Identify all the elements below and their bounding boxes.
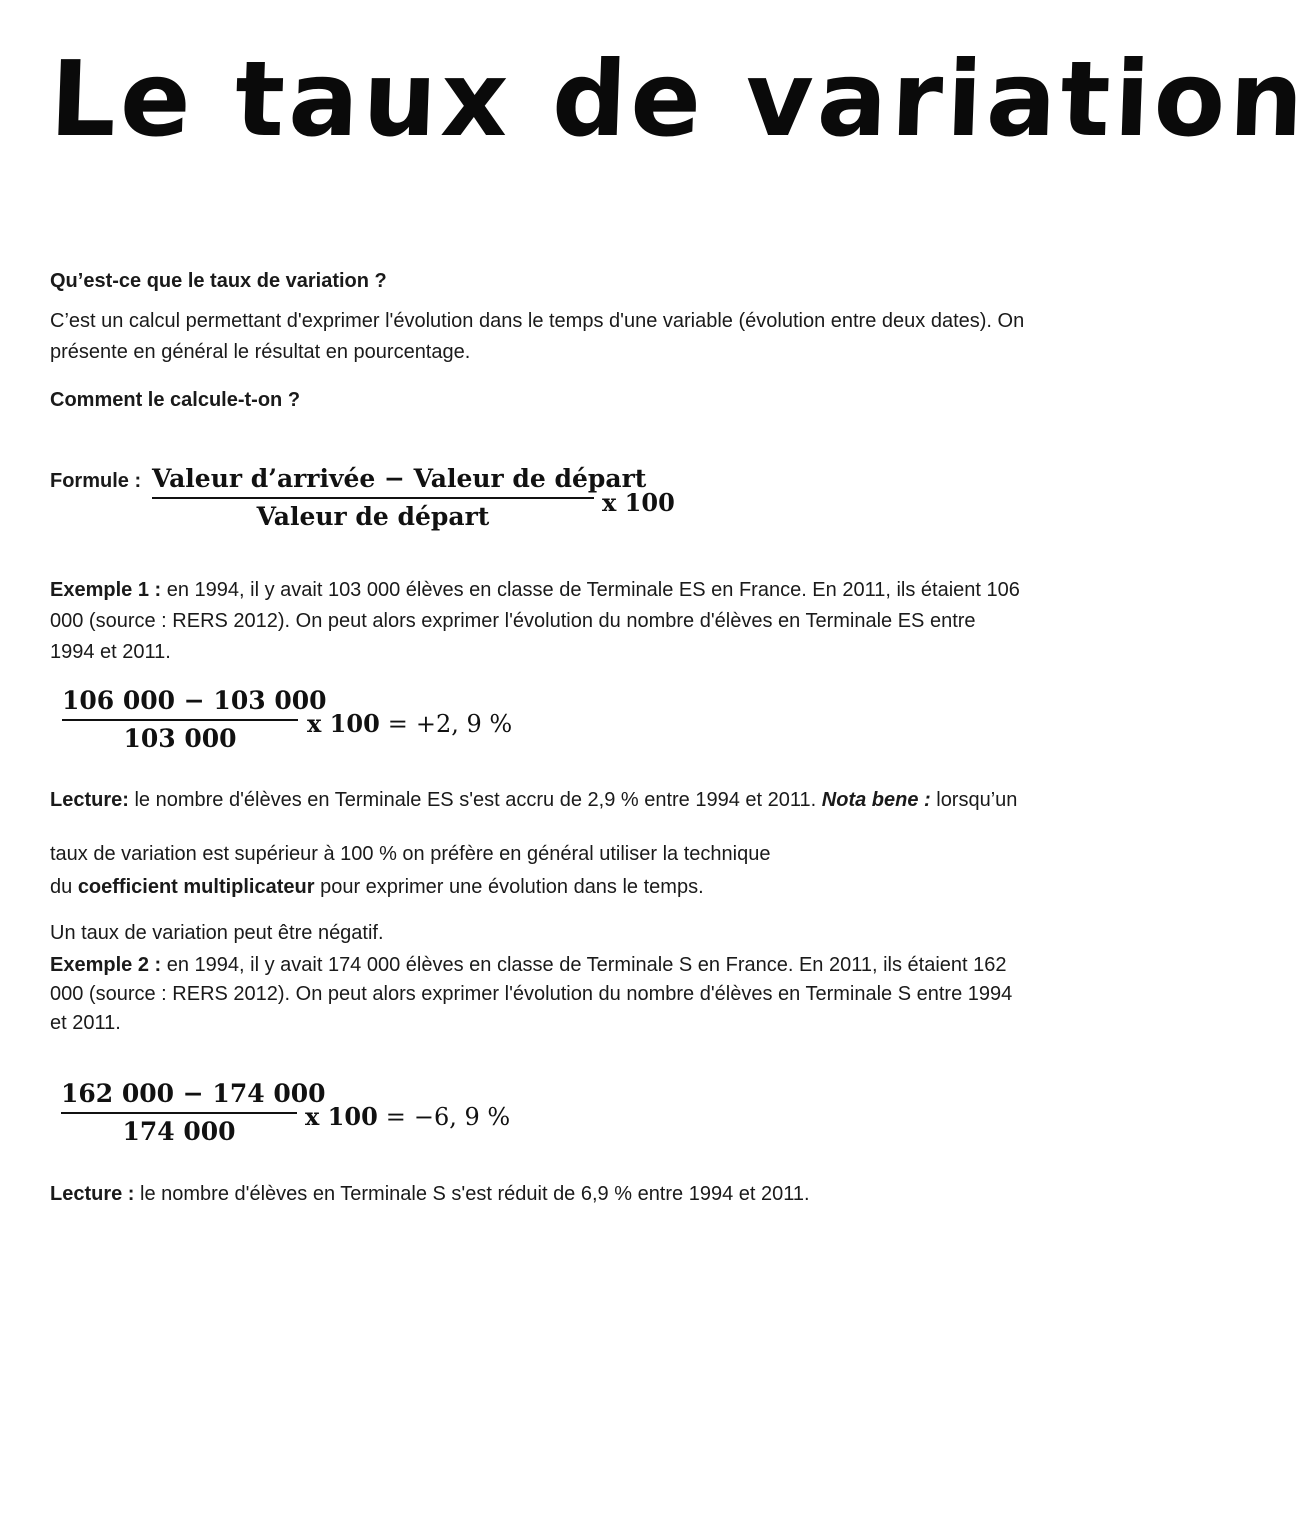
example-2-equals: = xyxy=(385,1103,406,1131)
reading-1-label: Lecture: xyxy=(50,789,129,811)
nota-bene-label: Nota bene : xyxy=(821,789,931,811)
formula-numerator: Valeur d’arrivée − Valeur de départ xyxy=(152,464,647,493)
nota-bene-text-post: pour exprimer une évolution dans le temps. xyxy=(314,876,704,898)
nota-bene-text: lorsqu’un xyxy=(930,789,1018,811)
fraction-bar xyxy=(61,1112,297,1114)
reading-2-text: le nombre d'élèves en Terminale S s'est réduit de 6,9 % entre 1994 et 2011. xyxy=(134,1183,810,1205)
example-2-fraction xyxy=(61,1079,326,1146)
reading-2-paragraph xyxy=(50,1179,810,1210)
section-heading-definition: Qu’est-ce que le taux de variation ? xyxy=(50,270,387,292)
example-1-denominator: 103 000 xyxy=(123,724,237,753)
example-1-calculation xyxy=(307,709,512,738)
nota-bene-continuation-1: taux de variation est supérieur à 100 % on préfère en général utiliser la technique xyxy=(50,843,771,865)
formula-label: Formule : xyxy=(50,470,142,492)
reading-1-text: le nombre d'élèves en Terminale ES s'est accru de 2,9 % entre 1994 et 2011. xyxy=(128,789,822,811)
example-2-calculation xyxy=(305,1102,510,1131)
nota-bene-continuation-2 xyxy=(50,872,704,903)
example-1-paragraph xyxy=(50,575,1025,668)
example-2-paragraph xyxy=(50,951,1025,1038)
example-1-fraction xyxy=(62,686,327,753)
example-1-label: Exemple 1 : xyxy=(50,579,162,601)
formula-multiplier: x 100 xyxy=(602,488,675,517)
formula-denominator: Valeur de départ xyxy=(256,502,490,531)
example-1-multiplier: x 100 xyxy=(307,709,380,738)
section-heading-calculation: Comment le calcule-t-on ? xyxy=(50,389,301,411)
example-1-numerator: 106 000 − 103 000 xyxy=(62,686,327,715)
example-1-equals: = xyxy=(387,710,408,738)
example-2-label: Exemple 2 : xyxy=(50,954,162,976)
fraction-bar xyxy=(152,497,594,499)
definition-paragraph: C’est un calcul permettant d'exprimer l'évolution dans le temps d'une variable (évolution entre deux dates). On présente en général le résultat en pourcentage. xyxy=(50,310,1025,363)
example-2-text: en 1994, il y avait 174 000 élèves en classe de Terminale S en France. En 2011, ils étaient 162 000 (source : RERS 2012). On peut alors exprimer l'évolution du nombre d'élèves en Terminale S entre 1994 et 2011. xyxy=(50,954,1013,1034)
reading-1-paragraph xyxy=(50,785,1017,816)
example-2-result: −6, 9 % xyxy=(413,1103,511,1131)
nota-bene-text-pre: du xyxy=(50,876,78,898)
coefficient-multiplicateur-term: coefficient multiplicateur xyxy=(77,876,315,898)
example-1-result: +2, 9 % xyxy=(415,710,513,738)
example-2-multiplier: x 100 xyxy=(305,1102,378,1131)
example-2-denominator: 174 000 xyxy=(122,1117,236,1146)
fraction-bar xyxy=(62,719,298,721)
example-1-text: en 1994, il y avait 103 000 élèves en classe de Terminale ES en France. En 2011, ils étaient 106 000 (source : RERS 2012). On peut alors exprimer l'évolution du nombre d'élèves en Terminale ES entre 1994 et 2011. xyxy=(50,579,1020,663)
page-title: Le taux de variation xyxy=(47,38,1310,160)
reading-2-label: Lecture : xyxy=(50,1183,135,1205)
negative-rate-note: Un taux de variation peut être négatif. xyxy=(50,922,384,944)
example-2-numerator: 162 000 − 174 000 xyxy=(61,1079,326,1108)
